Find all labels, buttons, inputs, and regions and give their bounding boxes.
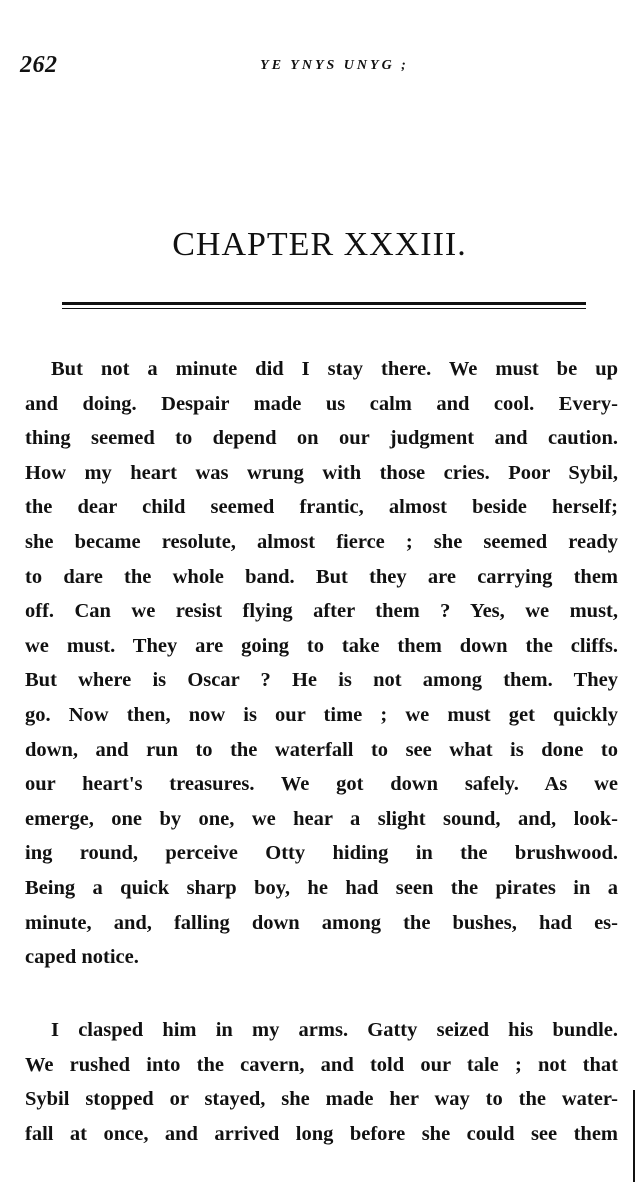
chapter-divider-rule: [62, 302, 586, 312]
running-head: [20, 52, 619, 82]
divider-thin-line: [62, 308, 586, 309]
text-line: caped notice.: [25, 946, 139, 969]
text-line: Being a quick sharp boy, he had seen the pirates in a: [25, 876, 618, 899]
text-line: Sybil stopped or stayed, she made her way to the water-: [25, 1088, 618, 1111]
text-line: down, and run to the waterfall to see what is done to: [25, 738, 618, 761]
text-line: minute, and, falling down among the bushes, had es-: [25, 911, 618, 934]
text-line: ing round, perceive Otty hiding in the brushwood.: [25, 842, 618, 865]
text-line: emerge, one by one, we hear a slight sound, and, look-: [25, 807, 618, 830]
text-line: the dear child seemed frantic, almost beside herself;: [25, 496, 618, 519]
page-number: 262: [20, 52, 58, 78]
chapter-title: CHAPTER XXXIII.: [172, 225, 467, 263]
divider-thick-line: [62, 302, 586, 305]
body-paragraph-2: [25, 1013, 618, 1151]
text-line: we must. They are going to take them down the cliffs.: [25, 634, 618, 657]
text-line: she became resolute, almost fierce ; she seemed ready: [25, 530, 618, 553]
text-line: But where is Oscar ? He is not among them. They: [25, 669, 618, 692]
text-line: How my heart was wrung with those cries. Poor Sybil,: [25, 461, 618, 484]
text-line: fall at once, and arrived long before she could see them: [25, 1122, 618, 1145]
text-line: go. Now then, now is our time ; we must get quickly: [25, 703, 618, 726]
text-line: We rushed into the cavern, and told our tale ; not that: [25, 1053, 618, 1076]
body-paragraph-1: [25, 352, 618, 975]
text-line: and doing. Despair made us calm and cool. Every-: [25, 392, 618, 415]
text-line: off. Can we resist flying after them ? Yes, we must,: [25, 600, 618, 623]
text-line: I clasped him in my arms. Gatty seized his bundle.: [51, 1019, 618, 1041]
running-title: YE YNYS UNYG ;: [260, 58, 409, 73]
text-line: thing seemed to depend on our judgment and caution.: [25, 427, 618, 450]
text-line: to dare the whole band. But they are carrying them: [25, 565, 618, 588]
text-line: our heart's treasures. We got down safely. As we: [25, 773, 618, 796]
margin-mark: [633, 1090, 635, 1182]
text-line: But not a minute did I stay there. We must be up: [51, 358, 618, 380]
